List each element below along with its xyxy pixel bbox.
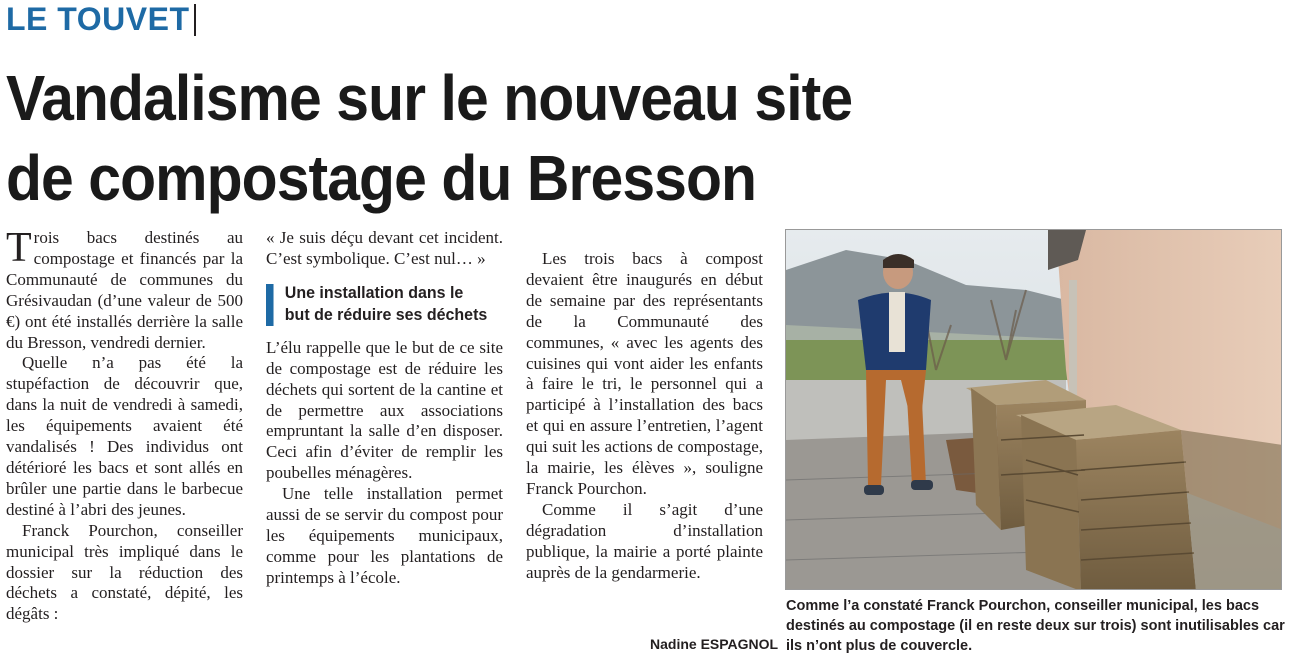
headline-line-2: de compostage du Bresson <box>6 142 757 214</box>
subheading-text: Une installation dans le but de réduire ses déchets <box>284 282 488 324</box>
article-column-2 <box>266 228 503 589</box>
article-quote: « Je suis déçu devant cet incident. C’est symbolique. C’est nul… » <box>266 228 503 268</box>
compost-bins-photo <box>786 230 1282 590</box>
kicker-divider <box>194 4 196 36</box>
byline: Nadine ESPAGNOL <box>650 636 779 652</box>
paragraph-text: rois bacs destinés au compostage et financés par la Communauté de communes du Grésivaudan (d’une valeur de 500 €) ont été installés derrière la salle du Bresson, vendredi dernier. <box>6 228 243 352</box>
subheading <box>266 282 489 326</box>
article-paragraph: L’élu rappelle que le but de ce site de compostage est de réduire les déchets qui sortent de la cantine et de permettre aux associations empruntant la salle d’en disposer. Ceci afin d’éviter de remplir les poubelles ménagères. <box>266 337 503 483</box>
article-column-3 <box>526 249 763 584</box>
headline <box>6 58 926 218</box>
photo-caption: Comme l’a constaté Franck Pourchon, conseiller municipal, les bacs destinés au compostage (il en reste deux sur trois) sont inutilisables car ils n’ont plus de couvercle. <box>786 598 1285 654</box>
article-paragraph: Franck Pourchon, conseiller municipal très impliqué dans le dossier sur la réduction des déchets a constaté, dépité, les dégâts : <box>6 520 243 624</box>
article-column-1 <box>6 225 243 625</box>
article-paragraph: Une telle installation permet aussi de se servir du compost pour les équipements municipaux, comme pour les plantations de printemps à l’école. <box>266 484 503 587</box>
subheading-bar <box>266 284 274 326</box>
article-paragraph: Les trois bacs à compost devaient être inaugurés en début de semaine par des représentants de la Communauté des communes, « avec les agents des cuisines qui vont aider les enfants à faire le tri, le personnel qui a participé à l’installation des bacs et qui en assure l’entretien, l’agent qui suit les actions de compostage, la mairie, les élèves », souligne Franck Pourchon. <box>526 249 763 498</box>
article-paragraph: Comme il s’agit d’une dégradation d’installation publique, la mairie a porté plainte auprès de la gendarmerie. <box>526 499 763 582</box>
drop-cap: T <box>6 225 32 271</box>
headline-line-1: Vandalisme sur le nouveau site <box>6 62 853 134</box>
article-paragraph <box>6 225 243 353</box>
article-photo <box>785 229 1282 590</box>
article-paragraph: Quelle n’a pas été la stupéfaction de découvrir que, dans la nuit de vendredi à samedi, les équipements avaient été vandalisés ! Des individus ont détérioré les bacs et sont allés en brûler une partie dans le barbecue destiné à l’abri des jeunes. <box>6 353 243 519</box>
section-kicker: LE TOUVET <box>6 1 190 37</box>
